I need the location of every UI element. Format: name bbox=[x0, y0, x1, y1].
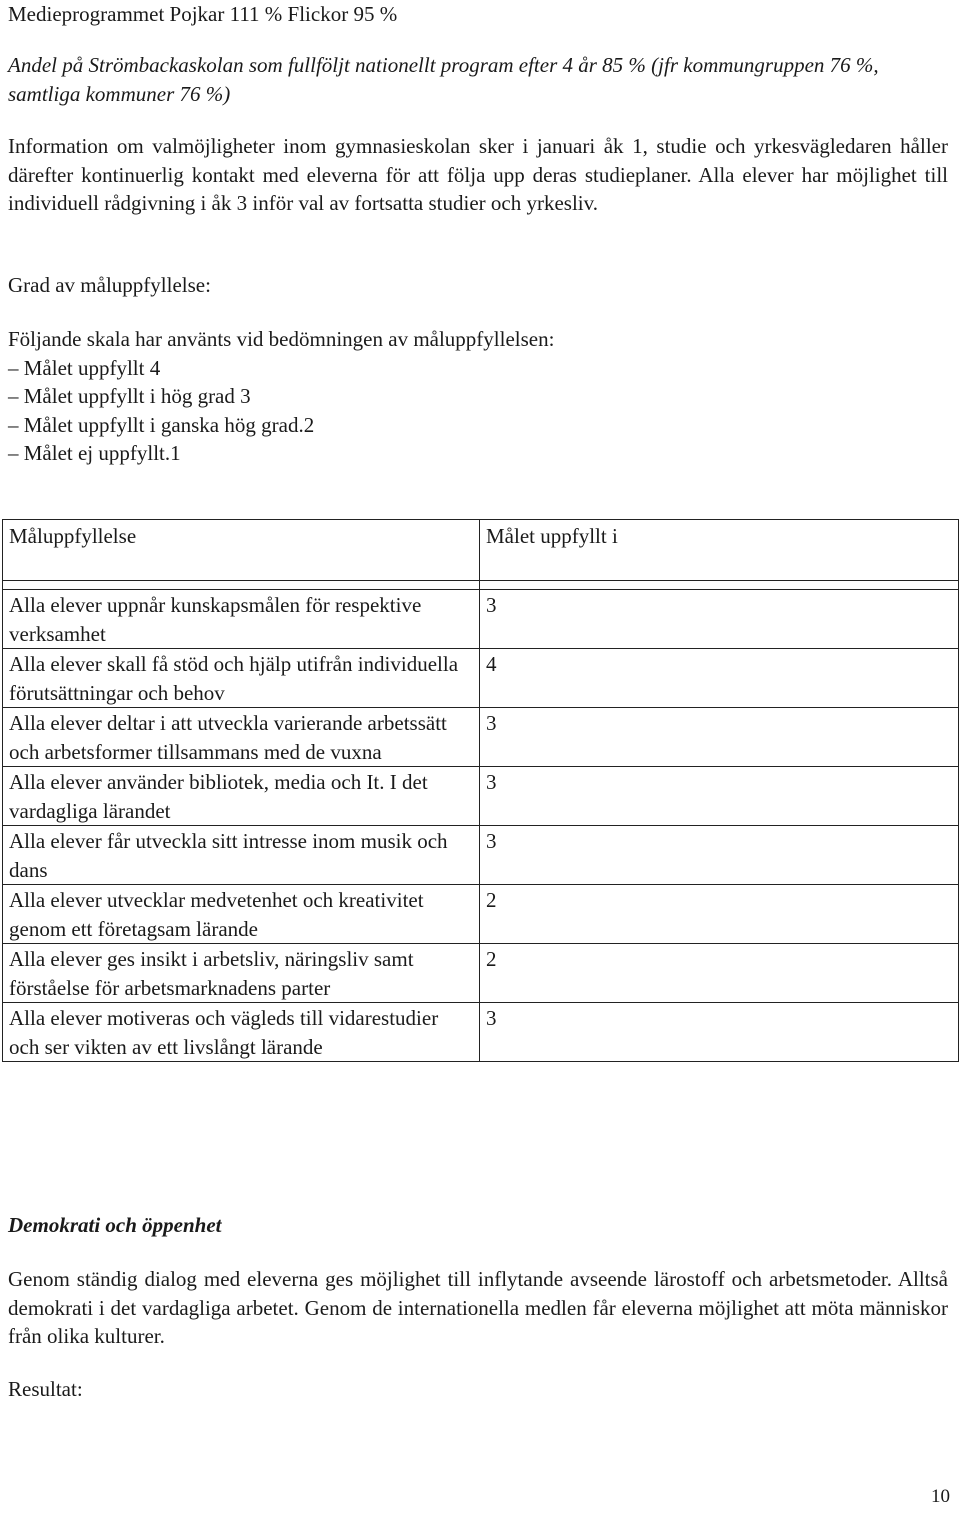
goal-cell: Alla elever skall få stöd och hjälp utifrån individuella förutsättningar och behov bbox=[3, 649, 480, 708]
column-header-value: Målet uppfyllt i bbox=[480, 520, 959, 581]
section-heading: Demokrati och öppenhet bbox=[8, 1213, 222, 1237]
goal-fulfillment-table bbox=[2, 519, 959, 1062]
democracy-paragraph: Genom ständig dialog med eleverna ges möjlighet till inflytande avseende lärostoff och arbetsmetoder. Alltså demokrati i det vardagliga arbetet. Genom de internationella medlen får eleverna möjlighet att möta människor från olika kulturer. bbox=[8, 1267, 948, 1348]
scale-item: – Målet uppfyllt i hög grad 3 bbox=[8, 382, 948, 411]
value-cell: 3 bbox=[480, 767, 959, 826]
table-row bbox=[3, 767, 959, 826]
table-row bbox=[3, 944, 959, 1003]
media-program-line: Medieprogrammet Pojkar 111 % Flickor 95 % bbox=[8, 2, 398, 26]
table-row bbox=[3, 885, 959, 944]
scale-block bbox=[8, 325, 948, 468]
completion-note: Andel på Strömbackaskolan som fullföljt nationellt program efter 4 år 85 % (jfr kommungruppen 76 %, samtliga kommuner 76 %) bbox=[8, 53, 879, 106]
goal-cell: Alla elever deltar i att utveckla varierande arbetssätt och arbetsformer tillsammans med de vuxna bbox=[3, 708, 480, 767]
page-number: 10 bbox=[931, 1486, 950, 1507]
column-header-goal: Måluppfyllelse bbox=[3, 520, 480, 581]
value-cell: 2 bbox=[480, 885, 959, 944]
value-cell: 3 bbox=[480, 826, 959, 885]
goal-cell: Alla elever motiveras och vägleds till vidarestudier och ser vikten av ett livslångt lärande bbox=[3, 1003, 480, 1062]
goal-cell: Alla elever använder bibliotek, media och It. I det vardagliga lärandet bbox=[3, 767, 480, 826]
value-cell: 4 bbox=[480, 649, 959, 708]
info-paragraph: Information om valmöjligheter inom gymnasieskolan sker i januari åk 1, studie och yrkesvägledaren håller därefter kontinuerlig kontakt med eleverna för att följa upp deras studieplaner. Alla elever har möjlighet till individuell rådgivning i åk 3 inför val av fortsatta studier och yrkesliv. bbox=[8, 134, 948, 215]
goal-cell: Alla elever uppnår kunskapsmålen för respektive verksamhet bbox=[3, 590, 480, 649]
table-row bbox=[3, 708, 959, 767]
table-row bbox=[3, 1003, 959, 1062]
goal-cell: Alla elever utvecklar medvetenhet och kreativitet genom ett företagsam lärande bbox=[3, 885, 480, 944]
table-spacer-row bbox=[3, 581, 959, 590]
value-cell: 2 bbox=[480, 944, 959, 1003]
table-header-row bbox=[3, 520, 959, 581]
goal-cell: Alla elever får utveckla sitt intresse inom musik och dans bbox=[3, 826, 480, 885]
result-label: Resultat: bbox=[8, 1377, 83, 1401]
table-row bbox=[3, 826, 959, 885]
scale-item: – Målet uppfyllt 4 bbox=[8, 354, 948, 383]
goal-cell: Alla elever ges insikt i arbetsliv, näringsliv samt förståelse för arbetsmarknadens parter bbox=[3, 944, 480, 1003]
scale-item: – Målet ej uppfyllt.1 bbox=[8, 439, 948, 468]
value-cell: 3 bbox=[480, 1003, 959, 1062]
table-row bbox=[3, 590, 959, 649]
value-cell: 3 bbox=[480, 708, 959, 767]
grade-heading: Grad av måluppfyllelse: bbox=[8, 273, 211, 297]
scale-item: – Målet uppfyllt i ganska hög grad.2 bbox=[8, 411, 948, 440]
value-cell: 3 bbox=[480, 590, 959, 649]
scale-intro: Följande skala har använts vid bedömningen av måluppfyllelsen: bbox=[8, 327, 555, 351]
table-row bbox=[3, 649, 959, 708]
